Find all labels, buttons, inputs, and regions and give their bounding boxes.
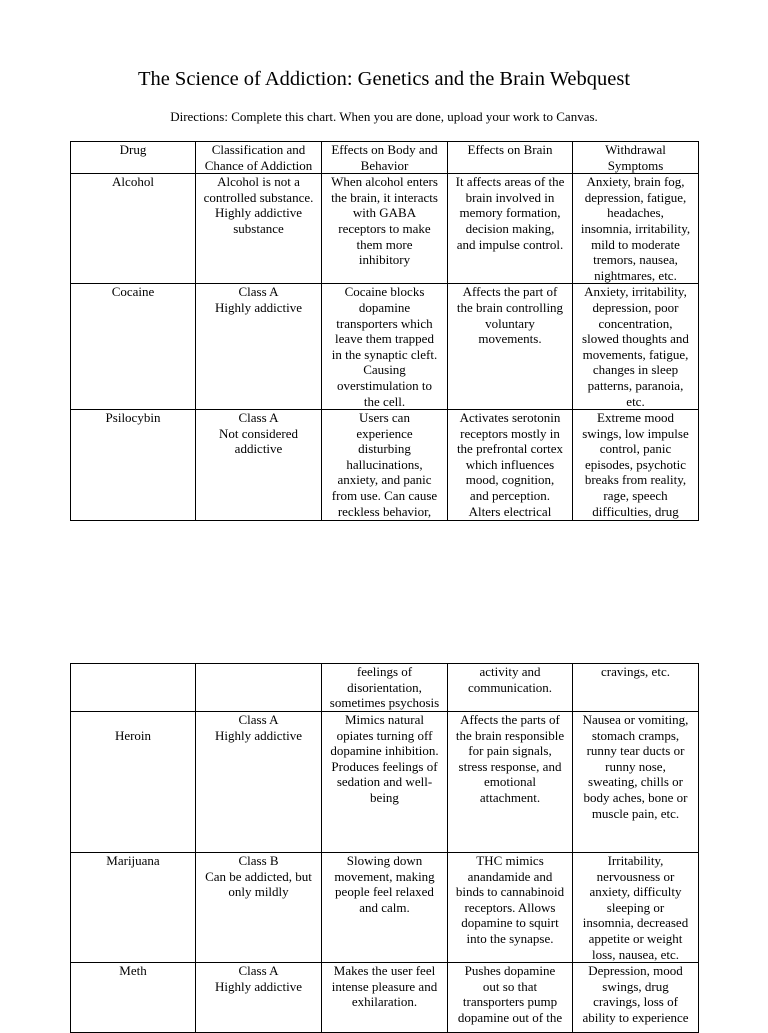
body-effects-cell: Users can experience disturbing hallucinations, anxiety, and panic from use. Can cause reckless behavior, xyxy=(322,410,448,521)
table-row xyxy=(71,712,699,853)
classification-cell xyxy=(196,664,322,712)
table-row xyxy=(71,853,699,963)
table-row xyxy=(71,664,699,712)
document-title: The Science of Addiction: Genetics and the Brain Webquest xyxy=(137,68,631,90)
classification-cell: Class A Highly addictive xyxy=(196,712,322,853)
table-header-row xyxy=(71,142,699,174)
classification-cell: Class B Can be addicted, but only mildly xyxy=(196,853,322,963)
withdrawal-cell: Depression, mood swings, drug cravings, loss of ability to experience xyxy=(573,963,699,1033)
table-row xyxy=(71,963,699,1033)
addiction-chart-part-2 xyxy=(70,663,699,1033)
body-effects-cell: feelings of disorientation, sometimes psychosis xyxy=(322,664,448,712)
classification-cell: Class A Highly addictive xyxy=(196,284,322,410)
brain-effects-cell: Activates serotonin receptors mostly in the prefrontal cortex which influences mood, cognition, and perception. Alters electrical xyxy=(448,410,573,521)
header-classification: Classification and Chance of Addiction xyxy=(196,142,322,174)
withdrawal-cell: Extreme mood swings, low impulse control, panic episodes, psychotic breaks from reality, rage, speech difficulties, drug xyxy=(573,410,699,521)
header-withdrawal: Withdrawal Symptoms xyxy=(573,142,699,174)
drug-name: Cocaine xyxy=(71,284,196,410)
brain-effects-cell: Affects the part of the brain controlling voluntary movements. xyxy=(448,284,573,410)
classification-cell: Class A Not considered addictive xyxy=(196,410,322,521)
withdrawal-cell: Nausea or vomiting, stomach cramps, runny tear ducts or runny nose, sweating, chills or body aches, bone or muscle pain, etc. xyxy=(573,712,699,853)
header-drug: Drug xyxy=(71,142,196,174)
body-effects-cell: Makes the user feel intense pleasure and exhilaration. xyxy=(322,963,448,1033)
table-row xyxy=(71,174,699,284)
directions-text: Directions: Complete this chart. When you are done, upload your work to Canvas. xyxy=(170,109,598,124)
brain-effects-cell: THC mimics anandamide and binds to cannabinoid receptors. Allows dopamine to squirt into the synapse. xyxy=(448,853,573,963)
drug-name xyxy=(71,664,196,712)
classification-cell: Alcohol is not a controlled substance. Highly addictive substance xyxy=(196,174,322,284)
withdrawal-cell: Anxiety, brain fog, depression, fatigue, headaches, insomnia, irritability, mild to moderate tremors, nausea, nightmares, etc. xyxy=(573,174,699,284)
brain-effects-cell: Pushes dopamine out so that transporters pump dopamine out of the xyxy=(448,963,573,1033)
table-row xyxy=(71,284,699,410)
brain-effects-cell: Affects the parts of the brain responsible for pain signals, stress response, and emotional attachment. xyxy=(448,712,573,853)
drug-name: Marijuana xyxy=(71,853,196,963)
drug-name: Meth xyxy=(71,963,196,1033)
header-effects-body: Effects on Body and Behavior xyxy=(322,142,448,174)
classification-cell: Class A Highly addictive xyxy=(196,963,322,1033)
addiction-chart-part-1 xyxy=(70,141,699,521)
brain-effects-cell: activity and communication. xyxy=(448,664,573,712)
drug-name: Psilocybin xyxy=(71,410,196,521)
body-effects-cell: Slowing down movement, making people feel relaxed and calm. xyxy=(322,853,448,963)
withdrawal-cell: Anxiety, irritability, depression, poor concentration, slowed thoughts and movements, fatigue, changes in sleep patterns, paranoia, etc. xyxy=(573,284,699,410)
brain-effects-cell: It affects areas of the brain involved in memory formation, decision making, and impulse control. xyxy=(448,174,573,284)
table-row xyxy=(71,410,699,521)
withdrawal-cell: Irritability, nervousness or anxiety, difficulty sleeping or insomnia, decreased appetite or weight loss, nausea, etc. xyxy=(573,853,699,963)
drug-name: Alcohol xyxy=(71,174,196,284)
body-effects-cell: Cocaine blocks dopamine transporters which leave them trapped in the synaptic cleft. Causing overstimulation to the cell. xyxy=(322,284,448,410)
withdrawal-cell: cravings, etc. xyxy=(573,664,699,712)
header-effects-brain: Effects on Brain xyxy=(448,142,573,174)
drug-name: Heroin xyxy=(71,712,196,853)
body-effects-cell: Mimics natural opiates turning off dopamine inhibition. Produces feelings of sedation and well- being xyxy=(322,712,448,853)
body-effects-cell: When alcohol enters the brain, it interacts with GABA receptors to make them more inhibitory xyxy=(322,174,448,284)
